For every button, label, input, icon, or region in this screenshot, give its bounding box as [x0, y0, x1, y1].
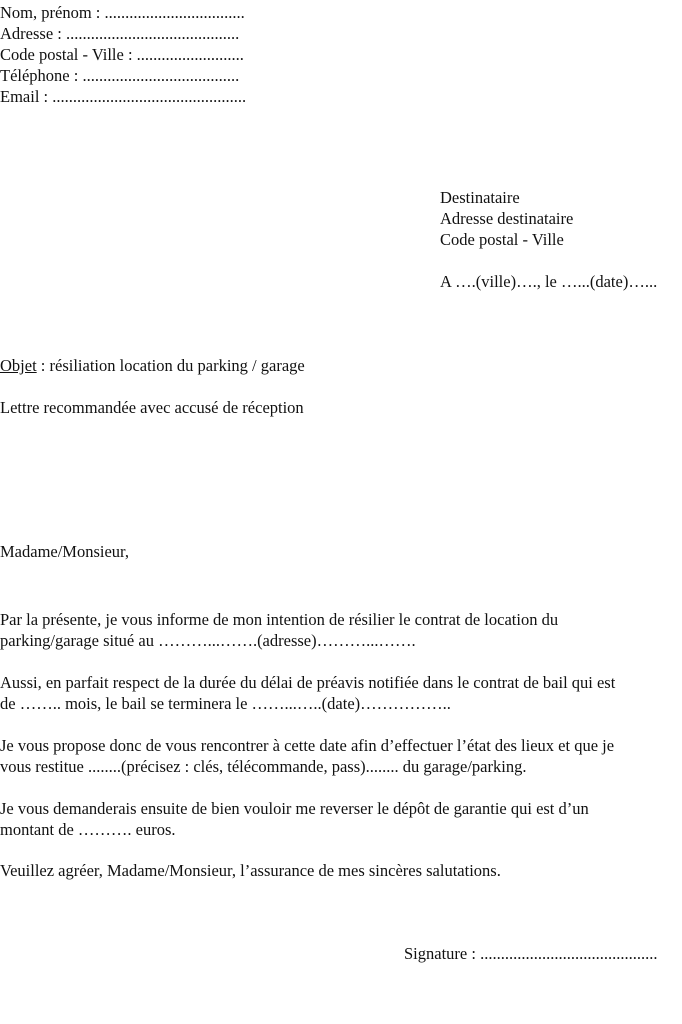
paragraph-line: Aussi, en parfait respect de la durée du délai de préavis notifiée dans le contrat de bail qui est — [0, 673, 616, 692]
paragraph-line: montant de ………. euros. — [0, 820, 176, 839]
signature-line: Signature : ........................................... — [404, 944, 658, 963]
delivery-mode: Lettre recommandée avec accusé de réception — [0, 398, 304, 417]
paragraph-line: parking/garage situé au ………...…….(adresse)………...……. — [0, 631, 416, 650]
subject-text: : résiliation location du parking / garage — [36, 356, 305, 375]
sender-email-line: Email : ............................................... — [0, 87, 247, 106]
subject-label: Objet — [0, 356, 37, 375]
closing-formula: Veuillez agréer, Madame/Monsieur, l’assurance de mes sincères salutations. — [0, 861, 501, 880]
sender-block — [0, 2, 246, 107]
recipient-address-line: Adresse destinataire — [440, 209, 574, 228]
sender-phone-line: Téléphone : ...................................... — [0, 66, 240, 85]
paragraph-line: vous restitue ........(précisez : clés, télécommande, pass)........ du garage/parking. — [0, 757, 527, 776]
paragraph-line: Je vous propose donc de vous rencontrer à cette date afin d’effectuer l’état des lieux et que je — [0, 736, 615, 755]
paragraph-line: Je vous demanderais ensuite de bien vouloir me reverser le dépôt de garantie qui est d’un — [0, 799, 589, 818]
paragraph-line: Par la présente, je vous informe de mon intention de résilier le contrat de location du — [0, 610, 559, 629]
subject-line — [0, 355, 305, 376]
salutation: Madame/Monsieur, — [0, 542, 130, 561]
recipient-postal-city-line: Code postal - Ville — [440, 230, 564, 249]
paragraph-line: de …….. mois, le bail se terminera le ……...…..(date)…………….. — [0, 694, 451, 713]
sender-name-line: Nom, prénom : .................................. — [0, 3, 245, 22]
place-date-line: A ….(ville)…., le …...(date)…... — [440, 272, 658, 291]
recipient-block — [440, 187, 573, 250]
body-paragraph-notice — [0, 672, 682, 714]
body-paragraph-deposit — [0, 798, 682, 840]
sender-postal-city-line: Code postal - Ville : .......................... — [0, 45, 244, 64]
body-paragraph-inspection — [0, 735, 682, 777]
sender-address-line: Adresse : .......................................... — [0, 24, 240, 43]
body-paragraph-termination — [0, 609, 682, 651]
recipient-name-line: Destinataire — [440, 188, 520, 207]
